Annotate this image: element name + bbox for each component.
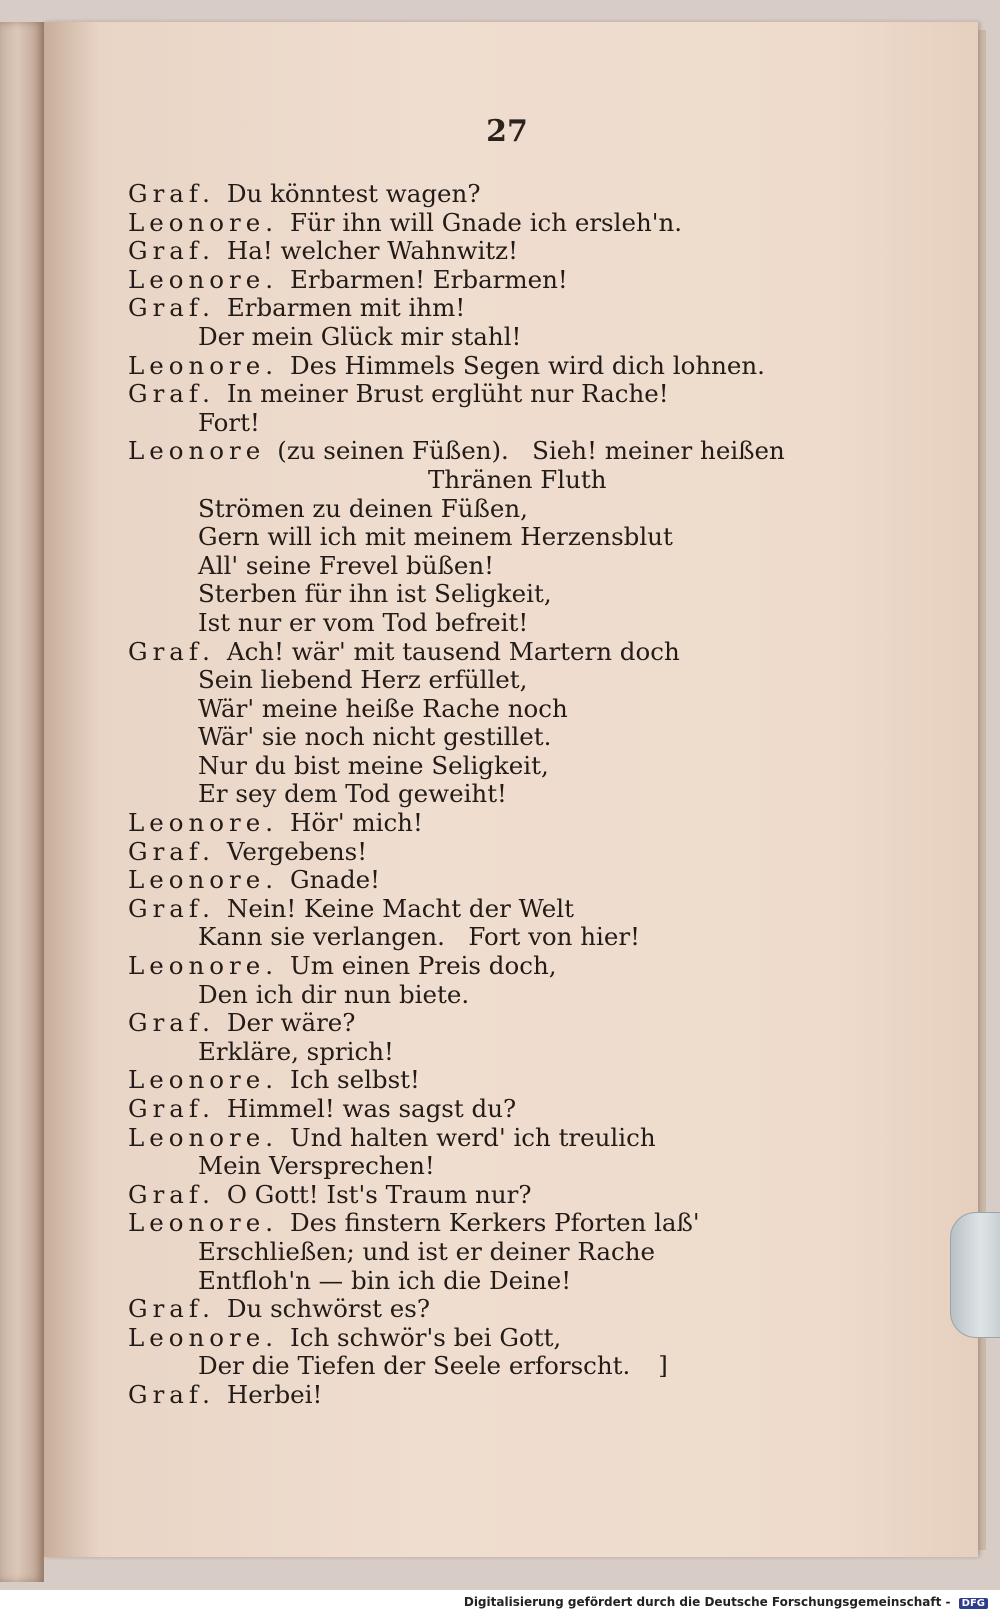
text-line bbox=[128, 1352, 968, 1381]
text-line bbox=[128, 1152, 968, 1181]
line-text: Entfloh'n — bin ich die Deine! bbox=[198, 1265, 572, 1295]
text-line bbox=[128, 866, 968, 895]
facing-page-edge bbox=[0, 22, 44, 1582]
speaker-name: Leonore bbox=[128, 436, 266, 466]
speaker-name: Graf. bbox=[128, 1379, 215, 1409]
line-text: Sein liebend Herz erfüllet, bbox=[198, 665, 528, 695]
text-line bbox=[128, 1095, 968, 1124]
text-line bbox=[128, 266, 968, 295]
line-text: Ich schwör's bei Gott, bbox=[290, 1322, 562, 1352]
speaker-name: Leonore. bbox=[128, 350, 279, 380]
scroll-tab[interactable] bbox=[950, 1212, 1000, 1338]
text-line bbox=[128, 952, 968, 981]
line-text: Der wäre? bbox=[226, 1008, 356, 1038]
text-line bbox=[128, 180, 968, 209]
speaker-name: Graf. bbox=[128, 236, 215, 266]
digitization-footer bbox=[464, 1595, 988, 1609]
text-line bbox=[128, 1238, 968, 1267]
line-text: Thränen Fluth bbox=[428, 464, 607, 494]
line-text: Du könntest wagen? bbox=[226, 179, 481, 208]
line-text: (zu seinen Füßen). Sieh! meiner heißen bbox=[277, 436, 785, 466]
line-text: Kann sie verlangen. Fort von hier! bbox=[198, 922, 640, 952]
speaker-name: Leonore. bbox=[128, 1208, 279, 1238]
speaker-name: Graf. bbox=[128, 1179, 215, 1209]
text-line bbox=[128, 237, 968, 266]
line-text: All' seine Frevel büßen! bbox=[198, 550, 494, 580]
line-text: Ach! wär' mit tausend Martern doch bbox=[226, 636, 680, 666]
line-text: Fort! bbox=[198, 407, 260, 437]
text-line bbox=[128, 209, 968, 238]
speaker-name: Leonore. bbox=[128, 951, 279, 981]
text-line bbox=[128, 1124, 968, 1153]
speaker-name: Graf. bbox=[128, 836, 215, 866]
text-line bbox=[128, 666, 968, 695]
text-line bbox=[128, 638, 968, 667]
page-number: 27 bbox=[486, 114, 528, 149]
text-line bbox=[128, 523, 968, 552]
text-line bbox=[128, 1066, 968, 1095]
footer-text: Digitalisierung gefördert durch die Deutsche Forschungsgemeinschaft - bbox=[463, 1595, 951, 1609]
speaker-name: Graf. bbox=[128, 893, 215, 923]
text-line bbox=[128, 323, 968, 352]
book-page bbox=[44, 22, 978, 1557]
line-text: Für ihn will Gnade ich ersleh'n. bbox=[290, 207, 683, 237]
line-text: Erkläre, sprich! bbox=[198, 1036, 394, 1066]
line-text: Er sey dem Tod geweiht! bbox=[198, 779, 507, 809]
line-text: Sterben für ihn ist Seligkeit, bbox=[198, 579, 552, 609]
text-line bbox=[128, 1038, 968, 1067]
text-line bbox=[128, 609, 968, 638]
text-line bbox=[128, 1324, 968, 1353]
line-text: Himmel! was sagst du? bbox=[226, 1094, 517, 1123]
line-text: Herbei! bbox=[226, 1379, 323, 1409]
line-text: Nur du bist meine Seligkeit, bbox=[198, 750, 549, 780]
line-text: Mein Versprechen! bbox=[198, 1151, 435, 1181]
speaker-name: Graf. bbox=[128, 1094, 215, 1123]
text-line bbox=[128, 809, 968, 838]
page-text bbox=[128, 180, 968, 1410]
line-text: Des finstern Kerkers Pforten laß' bbox=[290, 1208, 700, 1238]
text-line bbox=[128, 495, 968, 524]
speaker-name: Graf. bbox=[128, 636, 215, 666]
text-line bbox=[128, 838, 968, 867]
line-text: O Gott! Ist's Traum nur? bbox=[226, 1179, 532, 1209]
text-line bbox=[128, 695, 968, 724]
text-line bbox=[128, 294, 968, 323]
line-text: Du schwörst es? bbox=[226, 1294, 431, 1324]
speaker-name: Leonore. bbox=[128, 207, 279, 237]
speaker-name: Graf. bbox=[128, 1294, 215, 1324]
line-text: Der die Tiefen der Seele erforscht. bbox=[198, 1351, 631, 1381]
text-line bbox=[128, 1295, 968, 1324]
text-line bbox=[128, 923, 968, 952]
speaker-name: Leonore. bbox=[128, 865, 279, 895]
line-text: Und halten werd' ich treulich bbox=[290, 1122, 656, 1152]
speaker-name: Graf. bbox=[128, 179, 215, 208]
speaker-name: Leonore. bbox=[128, 1122, 279, 1152]
text-line bbox=[128, 752, 968, 781]
line-text: Vergebens! bbox=[226, 836, 368, 866]
line-text: Gnade! bbox=[290, 865, 381, 895]
line-text: Ist nur er vom Tod befreit! bbox=[198, 607, 529, 637]
speaker-name: Leonore. bbox=[128, 1322, 279, 1352]
speaker-name: Leonore. bbox=[128, 264, 279, 294]
text-line bbox=[128, 580, 968, 609]
text-line bbox=[128, 1009, 968, 1038]
speaker-name: Leonore. bbox=[128, 1065, 279, 1095]
text-line bbox=[128, 1381, 968, 1410]
text-line bbox=[128, 352, 968, 381]
line-text: Wär' sie noch nicht gestillet. bbox=[198, 722, 552, 752]
dfg-logo-icon: DFG bbox=[959, 1598, 988, 1609]
text-line bbox=[128, 723, 968, 752]
line-text: Erbarmen! Erbarmen! bbox=[290, 264, 568, 294]
text-line bbox=[128, 437, 968, 466]
line-text: Erbarmen mit ihm! bbox=[226, 293, 466, 323]
text-line bbox=[128, 981, 968, 1010]
text-line bbox=[128, 780, 968, 809]
line-text: Strömen zu deinen Füßen, bbox=[198, 493, 528, 523]
line-text: Ich selbst! bbox=[290, 1065, 420, 1095]
text-line bbox=[128, 1209, 968, 1238]
text-line bbox=[128, 1181, 968, 1210]
line-text: Der mein Glück mir stahl! bbox=[198, 321, 522, 351]
line-text: Des Himmels Segen wird dich lohnen. bbox=[290, 350, 765, 380]
speaker-name: Graf. bbox=[128, 379, 215, 409]
line-text: Ha! welcher Wahnwitz! bbox=[226, 236, 518, 266]
text-line bbox=[128, 380, 968, 409]
text-line bbox=[128, 409, 968, 438]
speaker-name: Graf. bbox=[128, 1008, 215, 1038]
text-line bbox=[128, 1267, 968, 1296]
speaker-name: Leonore. bbox=[128, 808, 279, 838]
line-text: Um einen Preis doch, bbox=[290, 951, 557, 981]
text-line bbox=[128, 895, 968, 924]
line-text: In meiner Brust erglüht nur Rache! bbox=[226, 379, 669, 409]
bracket-mark: ] bbox=[658, 1351, 668, 1381]
line-text: Hör' mich! bbox=[290, 808, 423, 838]
line-text: Erschließen; und ist er deiner Rache bbox=[198, 1236, 656, 1266]
speaker-name: Graf. bbox=[128, 293, 215, 323]
line-text: Wär' meine heiße Rache noch bbox=[198, 693, 568, 723]
line-text: Nein! Keine Macht der Welt bbox=[226, 893, 574, 923]
line-text: Gern will ich mit meinem Herzensblut bbox=[198, 522, 673, 552]
text-line bbox=[128, 466, 968, 495]
line-text: Den ich dir nun biete. bbox=[198, 979, 470, 1009]
text-line bbox=[128, 552, 968, 581]
